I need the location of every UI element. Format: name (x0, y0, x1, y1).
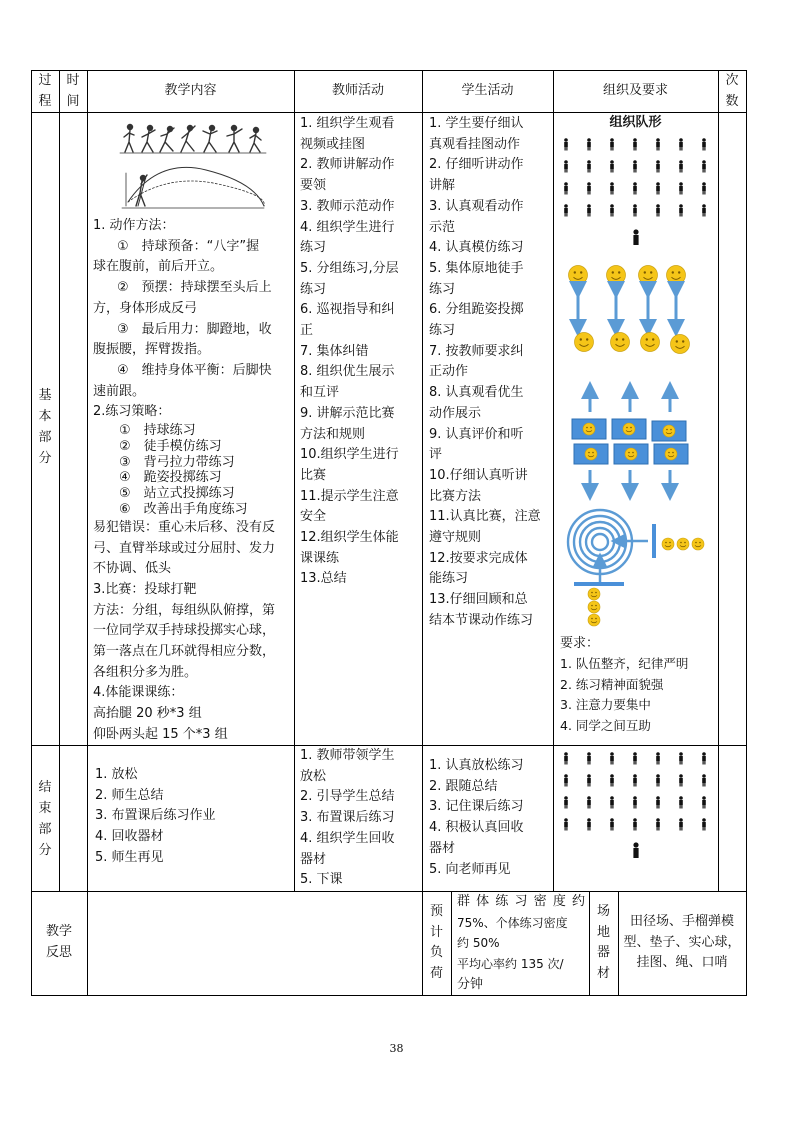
student-person-icon (633, 138, 637, 150)
smiley-student-icon (611, 333, 630, 352)
activity-line: 1. 教师带领学生 (300, 748, 395, 763)
activity-line: 遵守规则 (429, 530, 482, 546)
venue-line: 型、垫子、实心球， (623, 934, 741, 950)
student-person-icon (702, 204, 706, 216)
student-person-icon (656, 796, 660, 808)
load-text (457, 892, 585, 996)
student-person-icon (679, 204, 683, 216)
student-person-icon (587, 182, 591, 194)
activity-line: 10.仔细认真听讲 (429, 467, 528, 483)
student-person-icon (702, 160, 706, 172)
teacher-icon (633, 229, 638, 234)
end-teacher-activities (300, 746, 418, 891)
activity-line: 和互评 (300, 385, 340, 401)
load-line: 分钟 (457, 976, 484, 992)
student-person-icon (564, 818, 568, 830)
teacher-icon (633, 848, 638, 858)
activity-line: 器材 (300, 851, 327, 867)
org-title: 组织队形 (609, 115, 662, 130)
student-person-icon (564, 752, 568, 764)
activity-line: 2. 引导学生总结 (300, 789, 395, 805)
start-line-icon (652, 524, 656, 558)
activity-line: 练习 (429, 323, 456, 339)
activity-line: 3. 布置课后练习 (300, 810, 395, 826)
content-line: 球在腹前，前后开立。 (93, 259, 224, 275)
activity-line: 4. 组织学生进行 (300, 219, 395, 235)
req-title: 要求： (560, 636, 600, 651)
activity-line: 7. 按教师要求纠 (429, 343, 524, 359)
activity-line: 6. 分组跪姿投掷 (429, 302, 524, 318)
strategy-item: ④ 跪姿投掷练习 (119, 470, 222, 486)
student-person-icon (564, 774, 568, 786)
venue-line: 挂图、绳、口哨 (636, 955, 728, 971)
content-line: 腹振腰，挥臂拨指。 (93, 342, 211, 358)
target-ring-icon (586, 528, 614, 556)
activity-line: 结本节课动作练习 (429, 612, 534, 628)
student-person-icon (610, 204, 614, 216)
content-line: 仰卧两头起 15 个*3 组 (93, 726, 228, 742)
smiley-student-icon (625, 448, 637, 460)
content-line: ② 预摆：持球摆至头后上 (117, 280, 272, 296)
content-line: 易犯错误：重心未后移、没有反 (93, 519, 276, 535)
req-item: 2. 练习精神面貌强 (560, 676, 664, 692)
activity-line: 课课练 (300, 550, 340, 566)
activity-line: 练习 (300, 240, 327, 256)
smiley-student-icon (639, 266, 658, 285)
activity-line: 6. 巡视指导和纠 (300, 302, 395, 318)
student-person-icon (679, 796, 683, 808)
strategy-item: ① 持球练习 (119, 423, 196, 439)
student-person-icon (610, 160, 614, 172)
smiley-student-icon (665, 448, 677, 460)
student-person-icon (564, 138, 568, 150)
student-person-icon (656, 160, 660, 172)
student-person-icon (656, 138, 660, 150)
student-person-icon (564, 796, 568, 808)
activity-line: 正动作 (429, 364, 469, 380)
student-person-icon (679, 752, 683, 764)
activity-line: 8. 认真观看优生 (429, 385, 524, 401)
header-content: 教学内容 (164, 83, 217, 98)
strategy-title: 2.练习策略： (93, 404, 171, 420)
end-content-item: 2. 师生总结 (95, 787, 164, 803)
activity-line: 能练习 (429, 571, 469, 587)
student-person-icon (679, 160, 683, 172)
smiley-student-icon (663, 425, 675, 437)
smiley-student-icon (641, 333, 660, 352)
activity-line: 8. 组织优生展示 (300, 364, 395, 380)
activity-line: 正 (300, 323, 314, 339)
end-student-item: 2. 跟随总结 (429, 778, 498, 794)
smiley-student-icon (575, 333, 594, 352)
student-person-icon (610, 774, 614, 786)
end-student-item: 4. 积极认真回收 (429, 820, 524, 836)
student-person-icon (679, 182, 683, 194)
activity-line: 13.仔细回顾和总 (429, 592, 528, 608)
target-ring-icon (592, 534, 608, 550)
activity-line: 练习 (429, 281, 456, 297)
activity-line: 1. 组织学生观看 (300, 116, 395, 131)
load-line: 约 50% (457, 936, 500, 951)
smiley-student-icon (667, 266, 686, 285)
student-person-icon (702, 796, 706, 808)
load-line: 平均心率约 135 次/ (457, 957, 564, 972)
student-person-icon (679, 818, 683, 830)
activity-line: 4. 认真模仿练习 (429, 240, 524, 256)
teacher-icon (633, 235, 638, 245)
requirements-list (560, 654, 716, 737)
smiley-student-icon (588, 601, 600, 613)
activity-line: 5. 分组练习,分层 (300, 260, 399, 276)
smiley-student-icon (588, 614, 600, 626)
student-person-icon (564, 160, 568, 172)
teacher-icon (633, 842, 638, 847)
end-student-item: 1. 认真放松练习 (429, 758, 524, 773)
content-line: 一位同学双手持球投掷实心球， (93, 623, 276, 639)
header-student: 学生活动 (461, 83, 514, 98)
end-content-item: 1. 放松 (95, 767, 138, 782)
student-person-icon (633, 752, 637, 764)
content-line: ③ 最后用力：脚蹬地，收 (117, 321, 272, 337)
basic-label: 基 本 部 分 (38, 388, 52, 466)
venue-label: 场 地 器 材 (596, 904, 610, 982)
formation-diagram (556, 132, 716, 632)
end-student-item: 3. 记住课后练习 (429, 799, 524, 815)
student-person-icon (702, 818, 706, 830)
end-content-item: 3. 布置课后练习作业 (95, 808, 216, 824)
student-person-icon (587, 774, 591, 786)
activity-line: 11.认真比赛，注意 (429, 509, 541, 525)
student-person-icon (656, 774, 660, 786)
student-person-icon (702, 752, 706, 764)
end-student-item: 器材 (429, 840, 456, 856)
smiley-student-icon (588, 588, 600, 600)
load-line: 群体练习密度约 (457, 894, 585, 909)
strategy-item: ⑤ 站立式投掷练习 (119, 486, 235, 502)
activity-line: 放松 (300, 768, 327, 784)
venue-text (620, 912, 744, 974)
teacher-activities (300, 114, 418, 590)
end-label: 结 束 部 分 (38, 780, 52, 858)
strategy-item: ③ 背弓拉力带练习 (119, 454, 235, 470)
student-person-icon (564, 182, 568, 194)
student-person-icon (656, 204, 660, 216)
start-line-icon (574, 582, 624, 586)
activity-line: 讲解 (429, 178, 456, 194)
student-person-icon (610, 182, 614, 194)
content-line: ④ 维持身体平衡：后脚快 (117, 362, 272, 378)
activity-line: 5. 下课 (300, 872, 343, 888)
header-process: 过 程 (38, 73, 52, 109)
student-person-icon (587, 138, 591, 150)
activity-line: 7. 集体纠错 (300, 343, 369, 359)
smiley-student-icon (671, 335, 690, 354)
activity-line: 5. 集体原地徒手 (429, 260, 524, 276)
activity-line: 安全 (300, 509, 327, 525)
activity-line: 2. 仔细听讲动作 (429, 157, 524, 173)
shot-put-illustration (118, 118, 268, 214)
activity-line: 示范 (429, 219, 456, 235)
load-line: 75%、个体练习密度 (457, 915, 568, 930)
header-org: 组织及要求 (602, 83, 668, 98)
end-content-item: 4. 回收器材 (95, 829, 164, 845)
student-person-icon (610, 138, 614, 150)
end-content-item: 5. 师生再见 (95, 849, 164, 865)
content-line: 各组积分多为胜。 (93, 664, 198, 680)
content-line: 3.比赛：投球打靶 (93, 581, 197, 597)
activity-line: 比赛 (300, 467, 327, 483)
activity-line: 2. 教师讲解动作 (300, 157, 395, 173)
content-line: 高抬腿 20 秒*3 组 (93, 706, 202, 722)
header-count: 次 数 (725, 73, 739, 109)
reflection-label: 教学 反思 (45, 924, 72, 960)
student-person-icon (610, 818, 614, 830)
student-person-icon (587, 818, 591, 830)
strategy-item: ② 徒手模仿练习 (119, 438, 222, 454)
activity-line: 11.提示学生注意 (300, 488, 399, 504)
activity-line: 4. 组织学生回收 (300, 830, 395, 846)
activity-line: 12.组织学生体能 (300, 530, 399, 546)
student-person-icon (679, 138, 683, 150)
req-item: 1. 队伍整齐，纪律严明 (560, 656, 689, 671)
activity-line: 真观看挂图动作 (429, 136, 521, 152)
end-formation-diagram (556, 748, 716, 868)
page-number: 38 (389, 1042, 404, 1055)
smiley-student-icon (623, 423, 635, 435)
end-student-item: 5. 向老师再见 (429, 861, 511, 877)
smiley-student-icon (569, 266, 588, 285)
content-line: 方法：分组，每组纵队俯撑，第 (93, 602, 276, 618)
student-person-icon (587, 160, 591, 172)
activity-line: 练习 (300, 281, 327, 297)
strategy-item: ⑥ 改善出手角度练习 (119, 502, 248, 518)
activity-line: 9. 讲解示范比赛 (300, 405, 395, 421)
student-person-icon (656, 752, 660, 764)
smiley-student-icon (692, 538, 704, 550)
content-line: 速前跟。 (93, 383, 146, 399)
load-label: 预 计 负 荷 (429, 904, 443, 982)
activity-line: 比赛方法 (429, 488, 482, 504)
activity-line: 要领 (300, 178, 327, 194)
smiley-student-icon (677, 538, 689, 550)
student-person-icon (702, 138, 706, 150)
smiley-student-icon (583, 423, 595, 435)
activity-line: 3. 认真观看动作 (429, 198, 524, 214)
activity-line: 1. 学生要仔细认 (429, 116, 524, 131)
student-person-icon (679, 774, 683, 786)
header-teacher: 教师活动 (331, 83, 384, 98)
student-person-icon (610, 752, 614, 764)
activity-line: 评 (429, 447, 443, 463)
smiley-student-icon (607, 266, 626, 285)
student-person-icon (587, 204, 591, 216)
activity-line: 视频或挂图 (300, 136, 366, 152)
content-line: 第一落点在几环就得相应分数， (93, 644, 276, 660)
end-content (95, 765, 291, 869)
student-person-icon (610, 796, 614, 808)
student-person-icon (587, 752, 591, 764)
student-person-icon (656, 182, 660, 194)
venue-line: 田径场、手榴弹模 (629, 914, 734, 929)
smiley-student-icon (585, 448, 597, 460)
smiley-student-icon (662, 538, 674, 550)
student-person-icon (633, 204, 637, 216)
activity-line: 10.组织学生进行 (300, 447, 399, 463)
content-line: 弓、直臂举球或过分屈肘、发力 (93, 540, 276, 556)
student-person-icon (564, 204, 568, 216)
student-person-icon (633, 774, 637, 786)
end-student-activities (429, 756, 549, 880)
content-line: 4.体能课课练： (93, 685, 184, 701)
activity-line: 动作展示 (429, 405, 482, 421)
student-person-icon (702, 182, 706, 194)
student-person-icon (587, 796, 591, 808)
student-person-icon (633, 160, 637, 172)
student-person-icon (633, 796, 637, 808)
activity-line: 3. 教师示范动作 (300, 198, 395, 214)
content-line: 方，身体形成反弓 (93, 300, 198, 316)
content-line: 1. 动作方法： (93, 218, 175, 233)
student-person-icon (656, 818, 660, 830)
student-person-icon (633, 182, 637, 194)
student-person-icon (633, 818, 637, 830)
activity-line: 13.总结 (300, 571, 347, 587)
student-activities (429, 114, 549, 632)
activity-line: 方法和规则 (300, 426, 366, 442)
req-item: 4. 同学之间互助 (560, 718, 651, 734)
activity-line: 9. 认真评价和听 (429, 426, 524, 442)
req-item: 3. 注意力要集中 (560, 697, 651, 713)
student-person-icon (702, 774, 706, 786)
activity-line: 12.按要求完成体 (429, 550, 528, 566)
content-line: ① 持球预备：“八字”握 (117, 238, 260, 254)
header-time: 时 间 (66, 73, 80, 109)
basic-content (93, 216, 291, 746)
content-line: 不协调、低头 (93, 561, 172, 577)
